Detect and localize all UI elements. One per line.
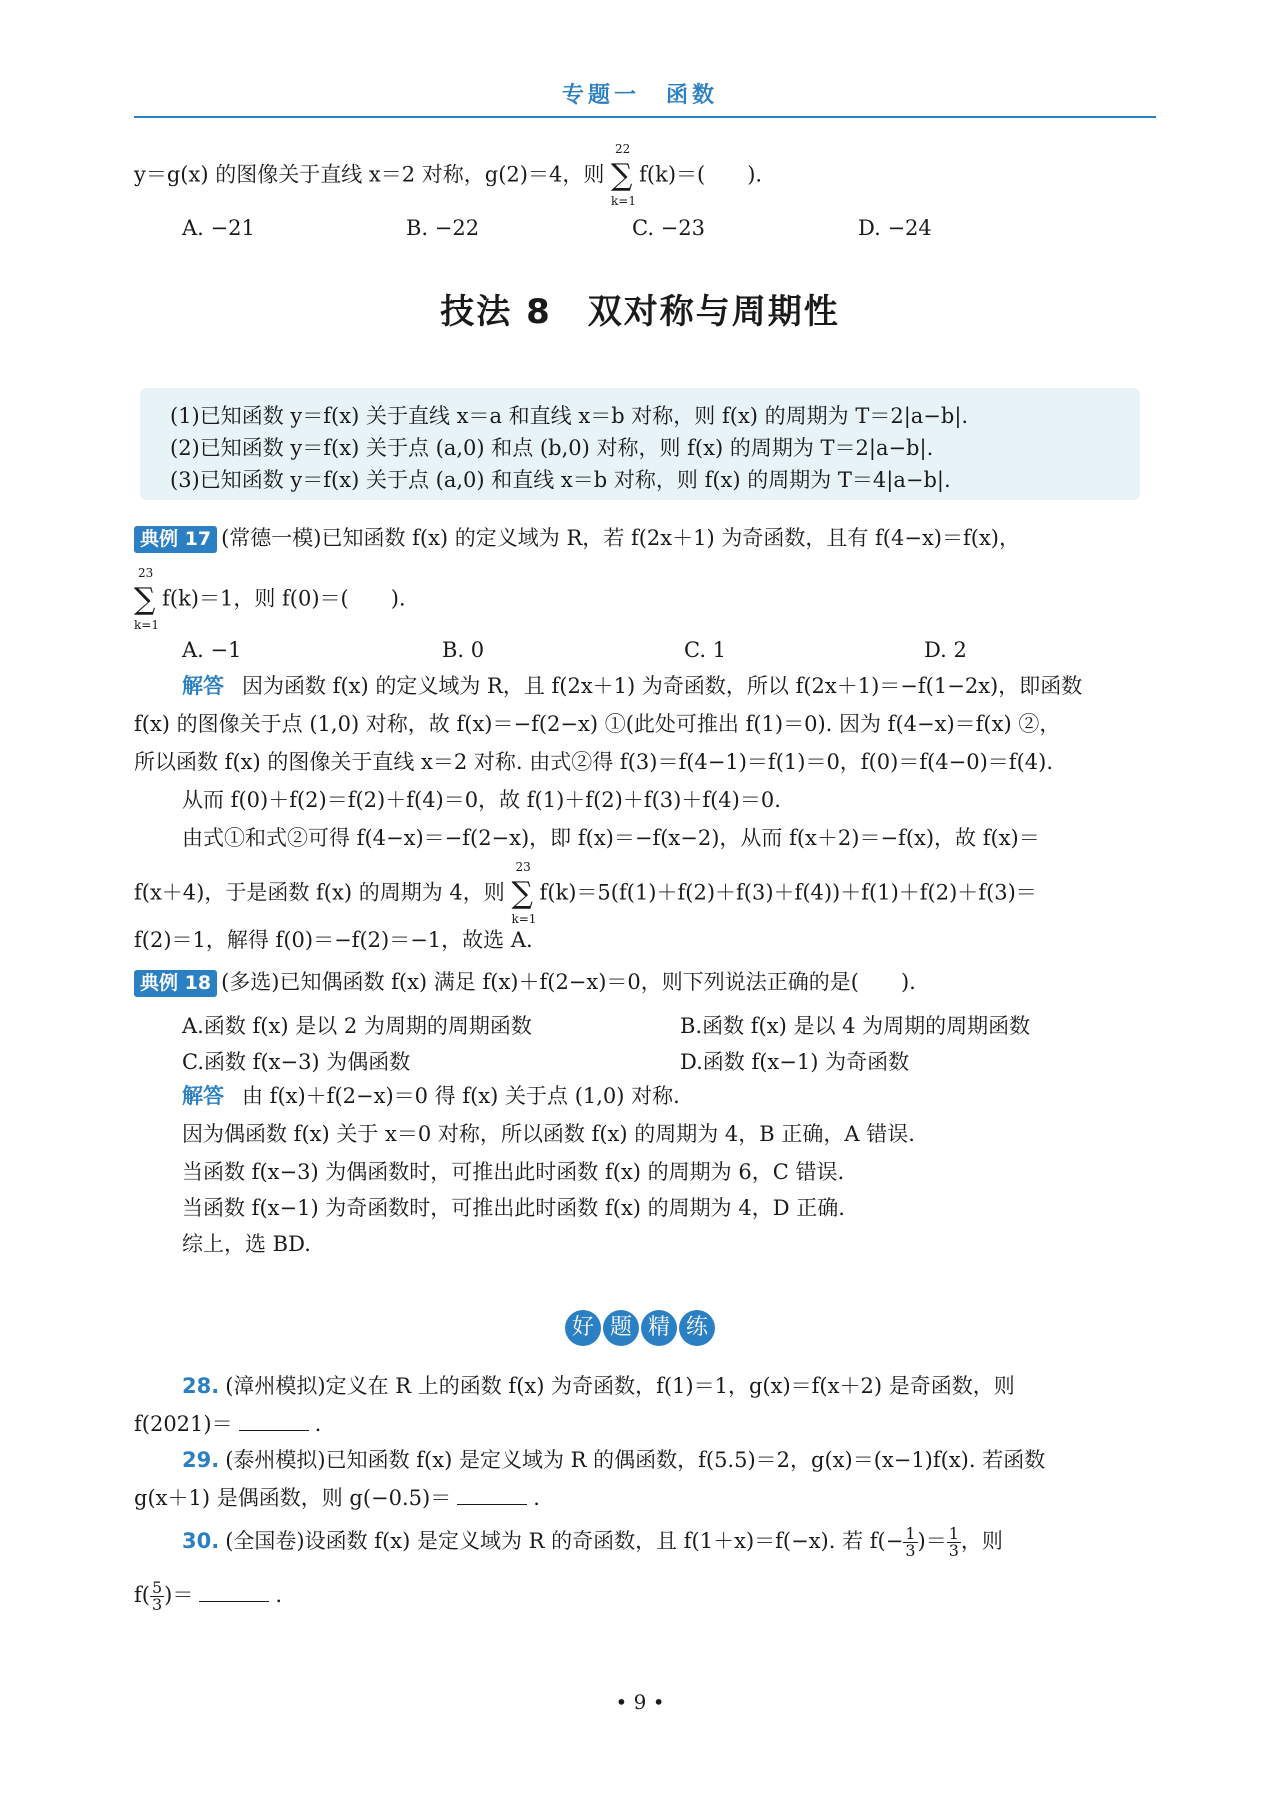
example-18-tag: 典例 18 (134, 970, 217, 997)
fraction: $\frac{1}{3}$ (905, 1524, 916, 1560)
example-17-answer-6: f(x＋4)，于是函数 f(x) 的周期为 4，则 ∑ 23 k=1 f(k)＝5(f(1)＋f(2)＋f(3)＋f(4))＋f(1)＋f(2)＋f(3)＝ (134, 860, 1037, 926)
sum-symbol: ∑ 23 k=1 (511, 860, 537, 926)
example-17-answer-3: 所以函数 f(x) 的图像关于直线 x＝2 对称. 由式②得 f(3)＝f(4−1)＝f(1)＝0，f(0)＝f(4−0)＝f(4). (134, 750, 1053, 774)
page-number: • 9 • (615, 1690, 665, 1714)
problem-29-line2: g(x＋1) 是偶函数，则 g(−0.5)＝ . (134, 1486, 540, 1510)
option-b: B. −22 (406, 216, 480, 240)
practice-banner: 好 题 精 练 (0, 1310, 1280, 1346)
example-18-answer-3: 当函数 f(x−3) 为偶函数时，可推出此时函数 f(x) 的周期为 6，C 错误. (182, 1160, 845, 1184)
option-d: D. −24 (858, 216, 932, 240)
example-17-answer-5: 由式①和式②可得 f(4−x)＝−f(2−x)，即 f(x)＝−f(x−2)，从而 f(x＋2)＝−f(x)，故 f(x)＝ (182, 826, 1040, 850)
example-18-answer-5: 综上，选 BD. (182, 1232, 311, 1256)
summary-line-1: (1)已知函数 y＝f(x) 关于直线 x＝a 和直线 x＝b 对称，则 f(x) 的周期为 T＝2|a−b|. (170, 404, 969, 428)
answer-blank (457, 1504, 527, 1505)
problem-30: 30. (全国卷)设函数 f(x) 是定义域为 R 的奇函数，且 f(1＋x)＝f(−x). 若 f(− $\frac{1}{3}$ )＝ $\frac{1}{3}$ ，则 (182, 1524, 1003, 1560)
option-c: C. 1 (684, 638, 727, 662)
example-17-answer-4: 从而 f(0)＋f(2)＝f(2)＋f(4)＝0，故 f(1)＋f(2)＋f(3)＋f(4)＝0. (182, 788, 781, 812)
summary-line-2: (2)已知函数 y＝f(x) 关于点 (a,0) 和点 (b,0) 对称，则 f(x) 的周期为 T＝2|a−b|. (170, 436, 934, 460)
answer-tag: 解答 (182, 1084, 224, 1108)
running-header: 专题一 函数 (561, 83, 718, 108)
sum-symbol: ∑ 23 k=1 (134, 566, 159, 632)
intro-line (134, 142, 763, 208)
example-18-answer-4: 当函数 f(x−1) 为奇函数时，可推出此时函数 f(x) 的周期为 4，D 正确. (182, 1196, 845, 1220)
answer-tag: 解答 (182, 674, 224, 698)
option-d: D.函数 f(x−1) 为奇函数 (680, 1050, 910, 1074)
problem-28-line2: f(2021)＝ . (134, 1412, 322, 1436)
answer-blank (239, 1430, 309, 1431)
option-a: A. −21 (182, 216, 255, 240)
example-17-answer-2: f(x) 的图像关于点 (1,0) 对称，故 f(x)＝−f(2−x) ①(此处可推出 f(1)＝0). 因为 f(4−x)＝f(x) ②， (134, 712, 1061, 736)
header-rule (134, 116, 1156, 118)
example-18-stem: 典例 18 (多选)已知偶函数 f(x) 满足 f(x)＋f(2−x)＝0，则下列说法正确的是( ). (134, 970, 916, 997)
example-18-answer-1: 解答 由 f(x)＋f(2−x)＝0 得 f(x) 关于点 (1,0) 对称. (182, 1084, 680, 1108)
option-b: B.函数 f(x) 是以 4 为周期的周期函数 (680, 1014, 1031, 1038)
answer-blank (199, 1601, 269, 1602)
problem-28: 28. (漳州模拟)定义在 R 上的函数 f(x) 为奇函数，f(1)＝1，g(x)＝f(x＋2) 是奇函数，则 (182, 1374, 1015, 1398)
option-a: A. −1 (182, 638, 242, 662)
example-17-stem-2: ∑ 23 k=1 f(k)＝1，则 f(0)＝( ). (134, 566, 406, 632)
example-17-answer-1: 解答 因为函数 f(x) 的定义域为 R，且 f(2x＋1) 为奇函数，所以 f(2x＋1)＝−f(1−2x)，即函数 (182, 674, 1083, 698)
fraction: $\frac{1}{3}$ (948, 1524, 959, 1560)
intro-text-a: y＝g(x) 的图像关于直线 x＝2 对称，g(2)＝4，则 (134, 162, 605, 187)
option-d: D. 2 (924, 638, 967, 662)
problem-30-line2: f( $\frac{5}{3}$ )＝ . (134, 1578, 283, 1614)
option-c: C. −23 (632, 216, 705, 240)
option-b: B. 0 (442, 638, 485, 662)
option-c: C.函数 f(x−3) 为偶函数 (182, 1050, 411, 1074)
fraction: $\frac{5}{3}$ (151, 1578, 163, 1614)
intro-text-b: f(k)＝( ). (639, 162, 763, 187)
example-17-tag: 典例 17 (134, 526, 217, 553)
sum-symbol: ∑ 22 k=1 (611, 142, 636, 208)
section-title: 技法 8 双对称与周期性 (440, 292, 840, 332)
example-17-stem: 典例 17 (常德一模)已知函数 f(x) 的定义域为 R，若 f(2x＋1) 为奇函数，且有 f(4−x)＝f(x)， (134, 526, 1020, 553)
problem-29: 29. (泰州模拟)已知函数 f(x) 是定义域为 R 的偶函数，f(5.5)＝2，g(x)＝(x−1)f(x). 若函数 (182, 1448, 1046, 1472)
example-17-answer-7: f(2)＝1，解得 f(0)＝−f(2)＝−1，故选 A. (134, 928, 533, 952)
option-a: A.函数 f(x) 是以 2 为周期的周期函数 (182, 1014, 532, 1038)
example-18-answer-2: 因为偶函数 f(x) 关于 x＝0 对称，所以函数 f(x) 的周期为 4，B 正确，A 错误. (182, 1122, 915, 1146)
summary-line-3: (3)已知函数 y＝f(x) 关于点 (a,0) 和直线 x＝b 对称，则 f(x) 的周期为 T＝4|a−b|. (170, 468, 951, 492)
